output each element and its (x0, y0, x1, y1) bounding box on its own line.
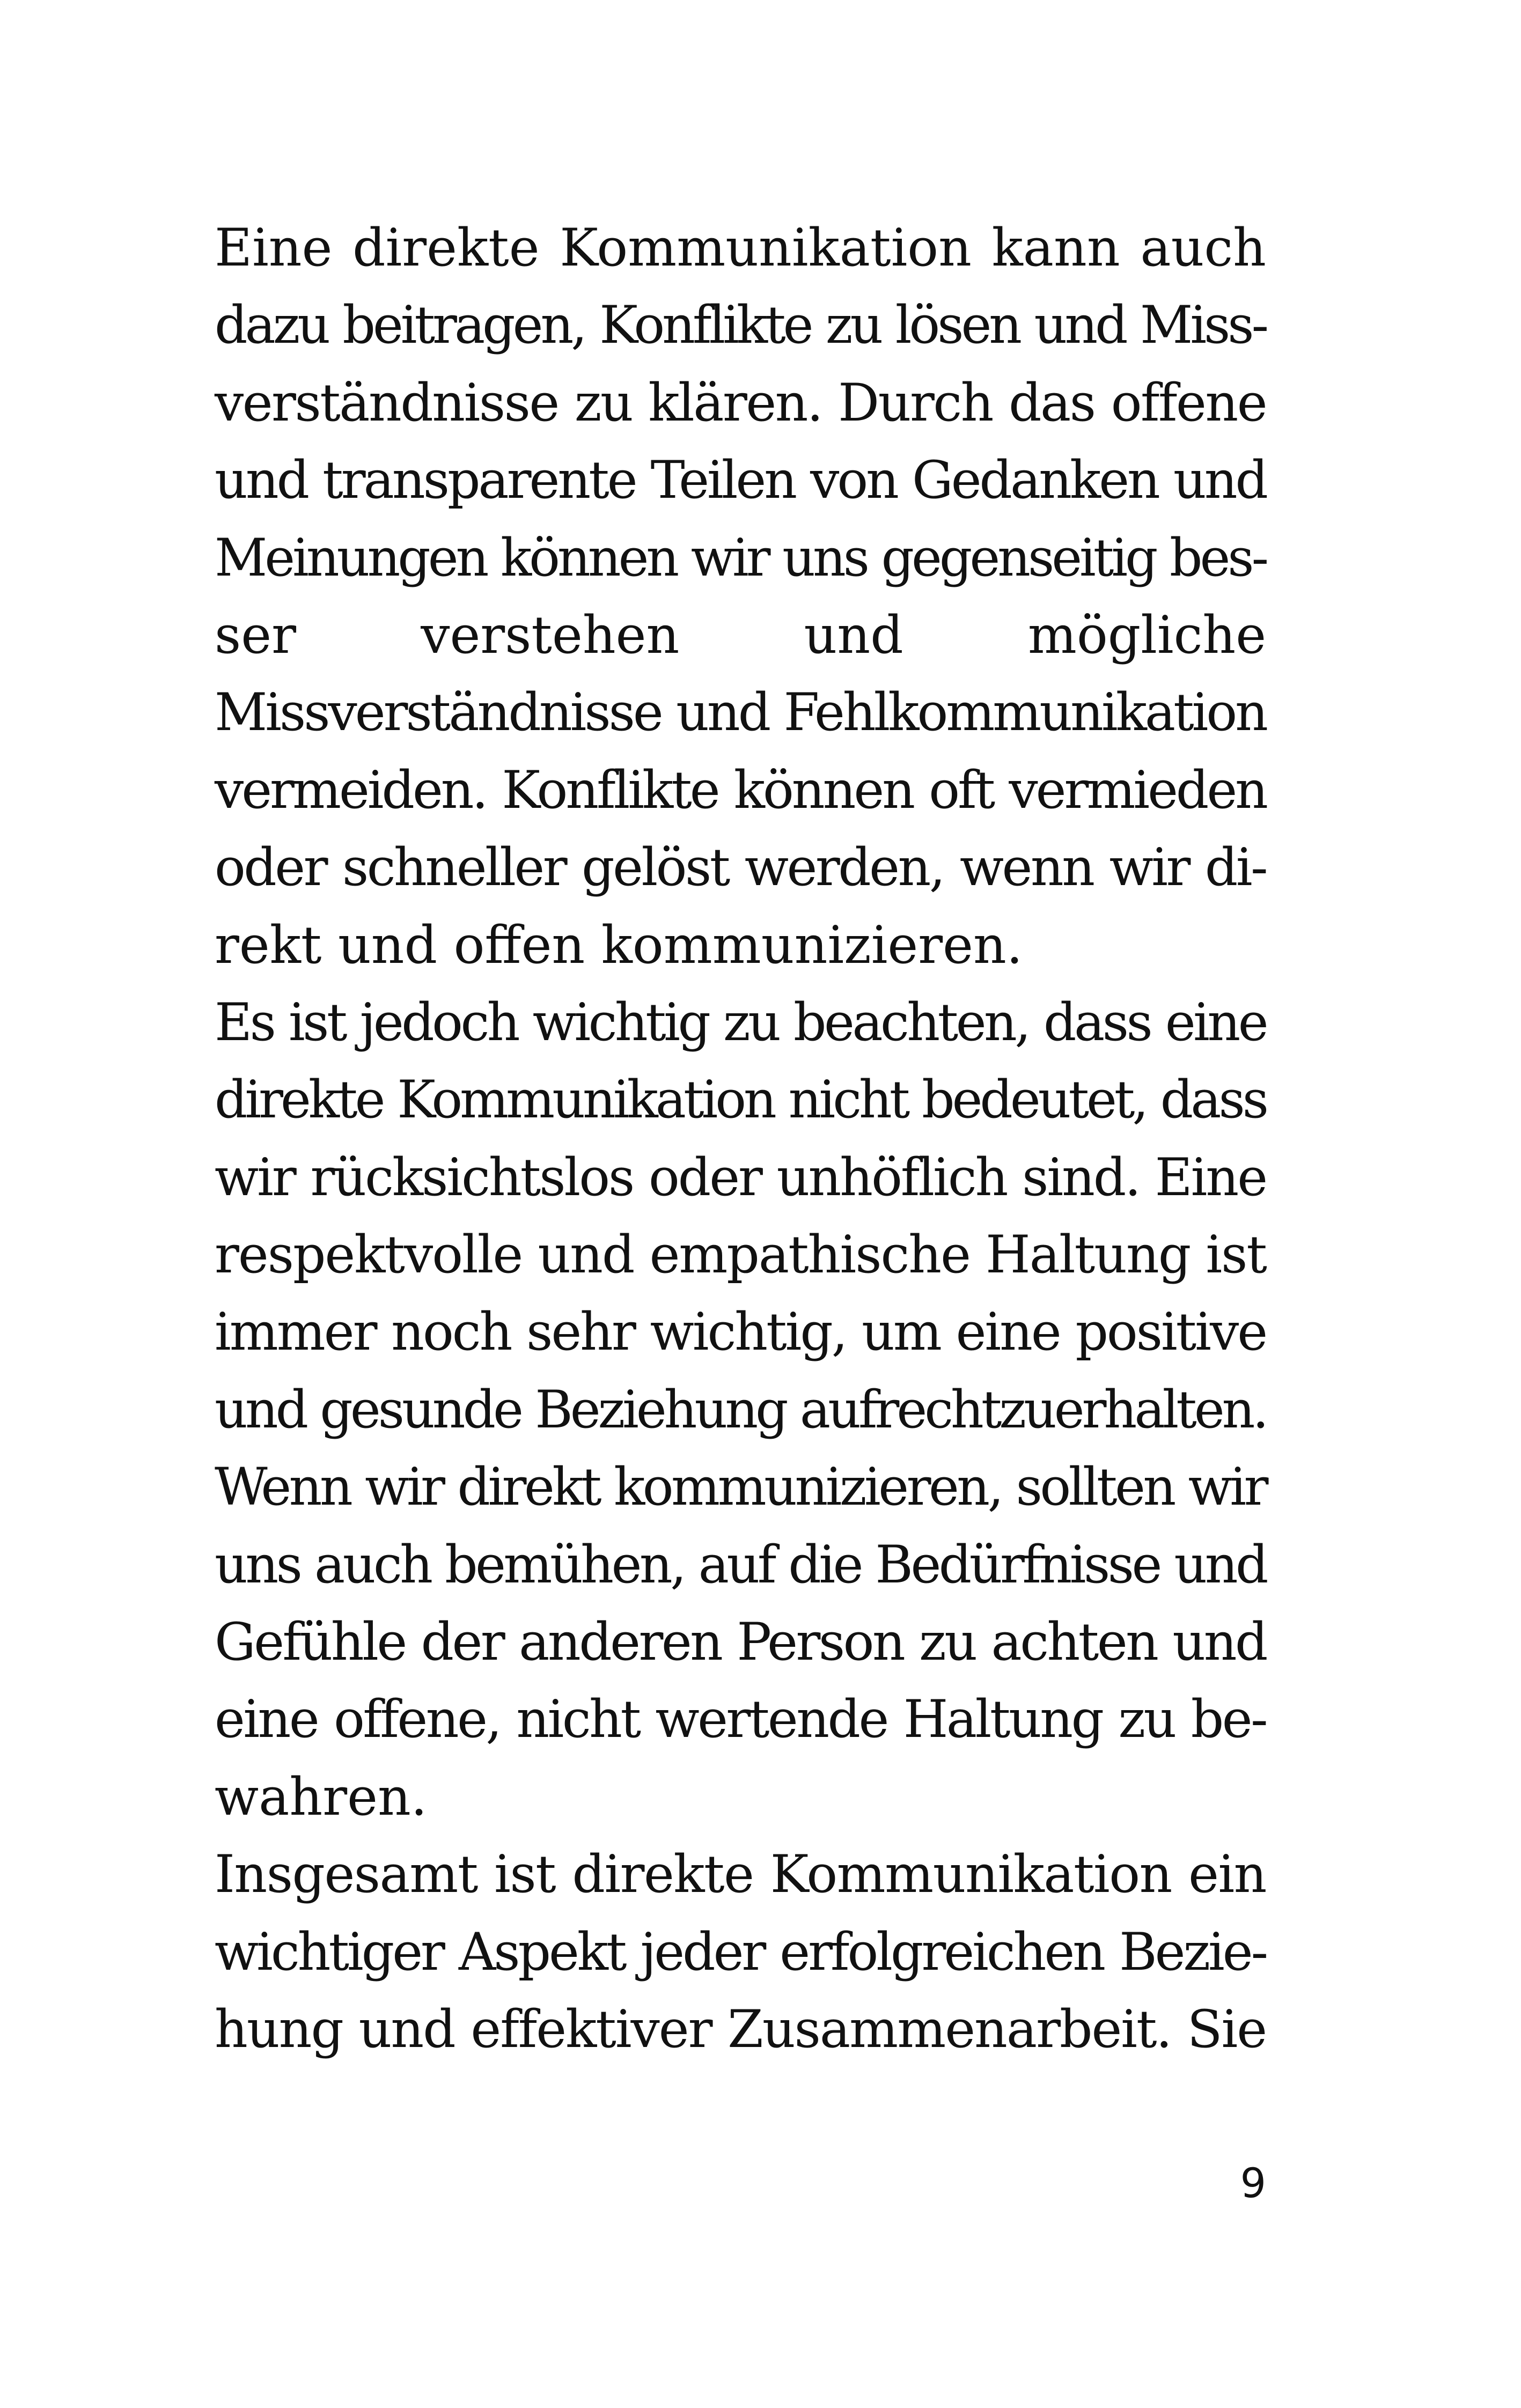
text-line: uns auch bemühen, auf die Bedürfnisse und (215, 1534, 1266, 1595)
text-line: dazu beitragen, Konflikte zu lösen und Miss- (215, 295, 1266, 356)
text-line: ser verstehen und mögliche (215, 605, 1266, 665)
text-line: immer noch sehr wichtig, um eine positive (215, 1302, 1266, 1363)
text-line: eine offene, nicht wertende Haltung zu be- (215, 1689, 1266, 1750)
body-text (215, 209, 1266, 2068)
text-line: Eine direkte Kommunikation kann auch (215, 218, 1266, 278)
text-line: Es ist jedoch wichtig zu beachten, dass eine (215, 992, 1266, 1052)
text-line: und transparente Teilen von Gedanken und (215, 450, 1266, 511)
text-line: respektvolle und empathische Haltung ist (215, 1225, 1266, 1285)
text-line: hung und effektiver Zusammenarbeit. Sie (215, 1999, 1266, 2059)
text-line: verständnisse zu klären. Durch das offene (215, 372, 1266, 433)
text-line: vermeiden. Konflikte können oft vermieden (215, 760, 1266, 820)
text-line: und gesunde Beziehung aufrechtzuerhalten. (215, 1379, 1266, 1440)
text-line: Missverständnisse und Fehlkommunikation (215, 682, 1266, 743)
text-line: rekt und offen kommunizieren. (215, 915, 1023, 975)
text-line: Wenn wir direkt kommunizieren, sollten wir (215, 1457, 1266, 1518)
text-line: Meinungen können wir uns gegenseitig bes- (215, 527, 1266, 588)
text-line: Gefühle der anderen Person zu achten und (215, 1612, 1266, 1673)
text-line: wir rücksichtslos oder unhöflich sind. Eine (215, 1147, 1266, 1207)
text-line: wichtiger Aspekt jeder erfolgreichen Bezie- (215, 1921, 1266, 1982)
text-line: oder schneller gelöst werden, wenn wir di- (215, 837, 1266, 898)
text-line: Insgesamt ist direkte Kommunikation ein (215, 1844, 1266, 1905)
page-number: 9 (1240, 2159, 1266, 2207)
text-line: wahren. (215, 1766, 428, 1827)
text-line: direkte Kommunikation nicht bedeutet, dass (215, 1070, 1266, 1130)
